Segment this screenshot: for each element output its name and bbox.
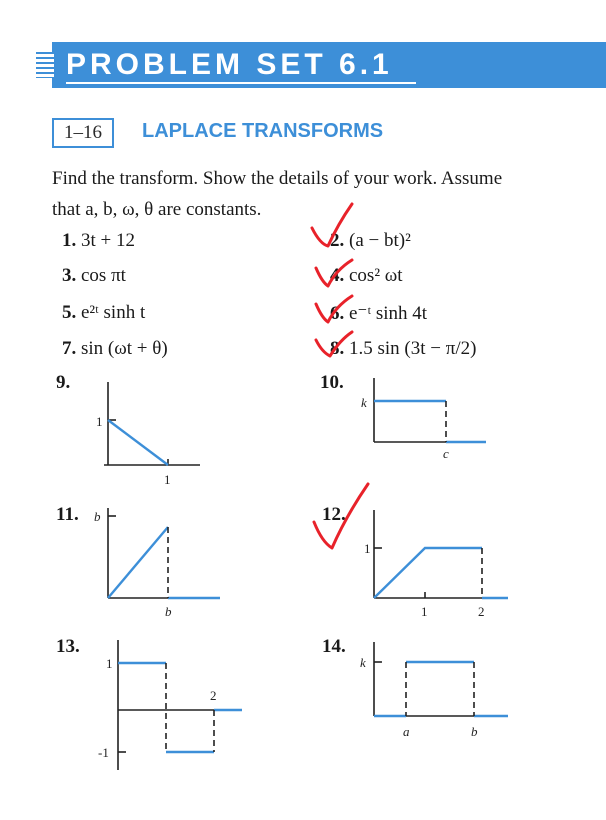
section-title: LAPLACE TRANSFORMS	[142, 120, 384, 142]
instructions-line-2: that a, b, ω, θ are constants.	[52, 199, 262, 220]
problem-13-label: 13.	[56, 636, 80, 657]
problem-number: 1.	[62, 230, 77, 251]
problem-expression: e²ᵗ sinh t	[81, 302, 146, 323]
ramp-plateau	[374, 548, 482, 598]
check-mark-icon	[312, 204, 352, 246]
problem-number: 6.	[330, 303, 345, 324]
graph-11-x-label: b	[165, 604, 172, 619]
graph-9-x-label: 1	[164, 472, 171, 487]
check-mark-icon	[314, 484, 368, 548]
page-title: PROBLEM SET 6.1	[66, 48, 393, 81]
problem-12-label: 12.	[322, 504, 346, 525]
problem-number: 2.	[330, 230, 345, 251]
graph-12-x1-label: 1	[421, 604, 428, 619]
problem-10-label: 10.	[320, 372, 344, 393]
graph-13	[118, 640, 242, 770]
check-mark-icon	[316, 332, 352, 356]
graph-14-y-label: k	[360, 655, 366, 670]
graph-13-y-top-label: 1	[106, 656, 113, 671]
problem-number: 8.	[330, 338, 345, 359]
problem-expression: cos² ωt	[349, 265, 403, 286]
section-number: 1–16	[52, 118, 114, 148]
problem-expression: 3t + 12	[81, 230, 135, 251]
problem-14-label: 14.	[322, 636, 346, 657]
handwritten-checks	[312, 204, 368, 548]
graph-13-y-bottom-label: -1	[98, 745, 109, 760]
graph-14-x1-label: a	[403, 724, 410, 739]
graph-12-y-label: 1	[364, 541, 371, 556]
graph-10-y-label: k	[361, 395, 367, 410]
problem-number: 7.	[62, 338, 77, 359]
graph-11-y-label: b	[94, 509, 101, 524]
problem-expression: 1.5 sin (3t − π/2)	[349, 338, 477, 359]
graph-12-x2-label: 2	[478, 604, 485, 619]
check-mark-icon	[316, 296, 352, 322]
graph-11	[108, 508, 220, 598]
ramp-line	[108, 527, 168, 598]
problem-expression: (a − bt)²	[349, 230, 411, 251]
check-mark-icon	[316, 260, 352, 286]
graph-14	[374, 642, 508, 716]
problem-number: 5.	[62, 302, 77, 323]
graph-9-y-label: 1	[96, 414, 103, 429]
problem-expression: sin (ωt + θ)	[81, 338, 168, 359]
problem-number: 3.	[62, 265, 77, 286]
problem-expression: e⁻ᵗ sinh 4t	[349, 303, 428, 324]
problem-11-label: 11.	[56, 504, 79, 525]
instructions-line-1: Find the transform. Show the details of your work. Assume	[52, 168, 503, 189]
problem-number: 4.	[330, 265, 345, 286]
graph-10	[374, 378, 486, 442]
graph-12	[374, 510, 508, 598]
problem-expression: cos πt	[81, 265, 126, 286]
graph-13-x-label: 2	[210, 688, 217, 703]
graph-9	[104, 382, 200, 465]
ramp-line	[108, 420, 168, 465]
problem-9-label: 9.	[56, 372, 71, 393]
graph-14-x2-label: b	[471, 724, 478, 739]
graph-10-x-label: c	[443, 446, 449, 461]
